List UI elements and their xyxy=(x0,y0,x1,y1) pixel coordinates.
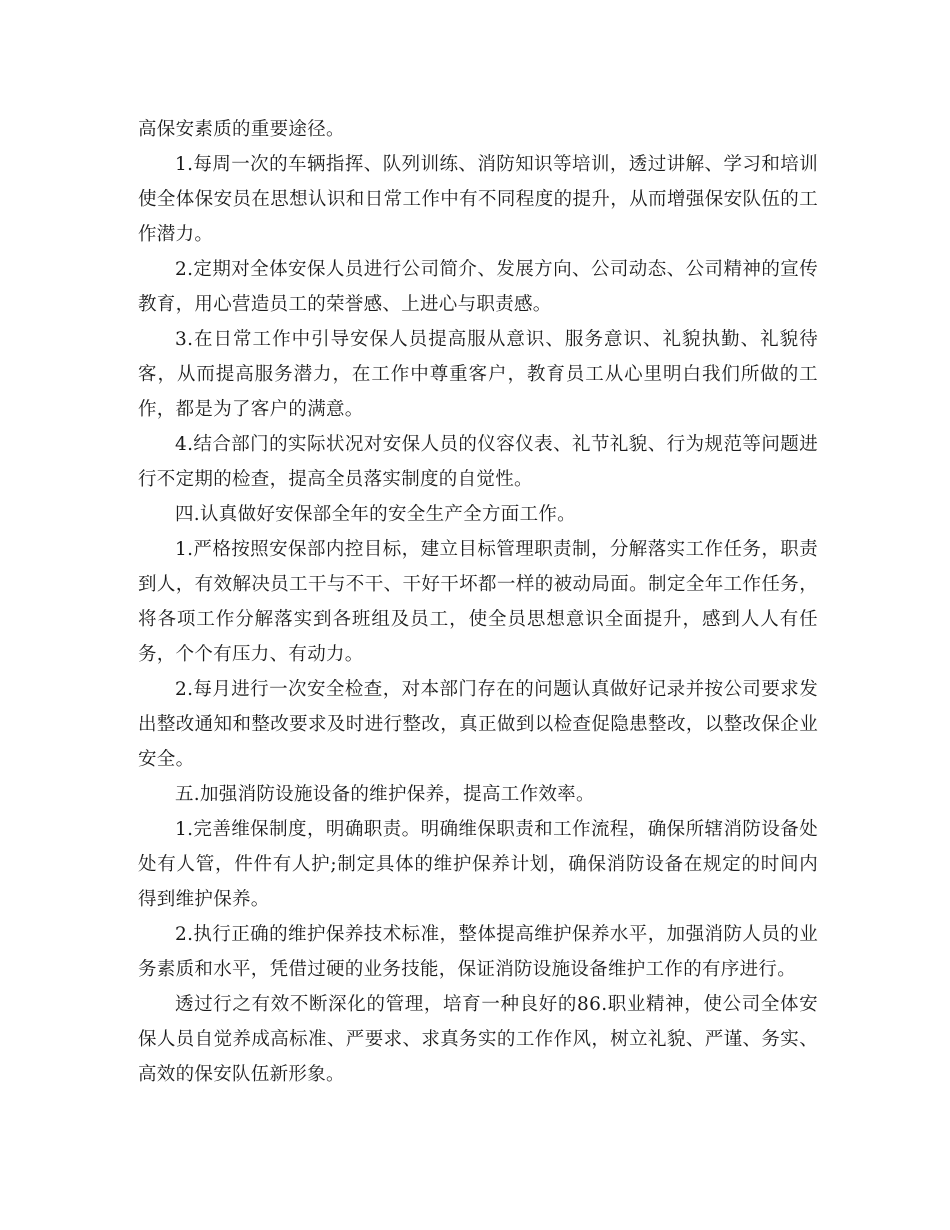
paragraph-item-2: 2.每月进行一次安全检查，对本部门存在的问题认真做好记录并按公司要求发出整改通知和整改要求及时进行整改，真正做到以检查促隐患整改，以整改保企业安全。 xyxy=(138,679,818,770)
paragraph-item-1: 1.完善维保制度，明确职责。明确维保职责和工作流程，确保所辖消防设备处处有人管，件件有人护;制定具体的维护保养计划，确保消防设备在规定的时间内得到维护保养。 xyxy=(138,819,818,910)
paragraph-item-1: 1.严格按照安保部内控目标，建立目标管理职责制，分解落实工作任务，职责到人，有效解决员工干与不干、干好干坏都一样的被动局面。制定全年工作任务，将各项工作分解落实到各班组及员工，使全员思想意识全面提升，感到人人有任务，个个有压力、有动力。 xyxy=(138,539,818,665)
document-body xyxy=(138,112,818,1092)
paragraph-conclusion: 透过行之有效不断深化的管理，培育一种良好的86.职业精神，使公司全体安保人员自觉养成高标准、严要求、求真务实的工作作风，树立礼貌、严谨、务实、高效的保安队伍新形象。 xyxy=(138,994,818,1085)
paragraph-item-3: 3.在日常工作中引导安保人员提高服从意识、服务意识、礼貌执勤、礼貌待客，从而提高服务潜力，在工作中尊重客户，教育员工从心里明白我们所做的工作，都是为了客户的满意。 xyxy=(138,329,818,420)
paragraph-item-1: 1.每周一次的车辆指挥、队列训练、消防知识等培训，透过讲解、学习和培训使全体保安员在思想认识和日常工作中有不同程度的提升，从而增强保安队伍的工作潜力。 xyxy=(138,154,818,245)
paragraph-item-2: 2.执行正确的维护保养技术标准，整体提高维护保养水平，加强消防人员的业务素质和水平，凭借过硬的业务技能，保证消防设施设备维护工作的有序进行。 xyxy=(138,924,818,980)
paragraph-item-2: 2.定期对全体安保人员进行公司简介、发展方向、公司动态、公司精神的宣传教育，用心营造员工的荣誉感、上进心与职责感。 xyxy=(138,259,818,315)
paragraph-continuation: 高保安素质的重要途径。 xyxy=(138,119,345,140)
section-heading-5: 五.加强消防设施设备的维护保养，提高工作效率。 xyxy=(175,784,595,805)
section-heading-4: 四.认真做好安保部全年的安全生产全方面工作。 xyxy=(175,504,576,525)
paragraph-item-4: 4.结合部门的实际状况对安保人员的仪容仪表、礼节礼貌、行为规范等问题进行不定期的检查，提高全员落实制度的自觉性。 xyxy=(138,434,818,490)
